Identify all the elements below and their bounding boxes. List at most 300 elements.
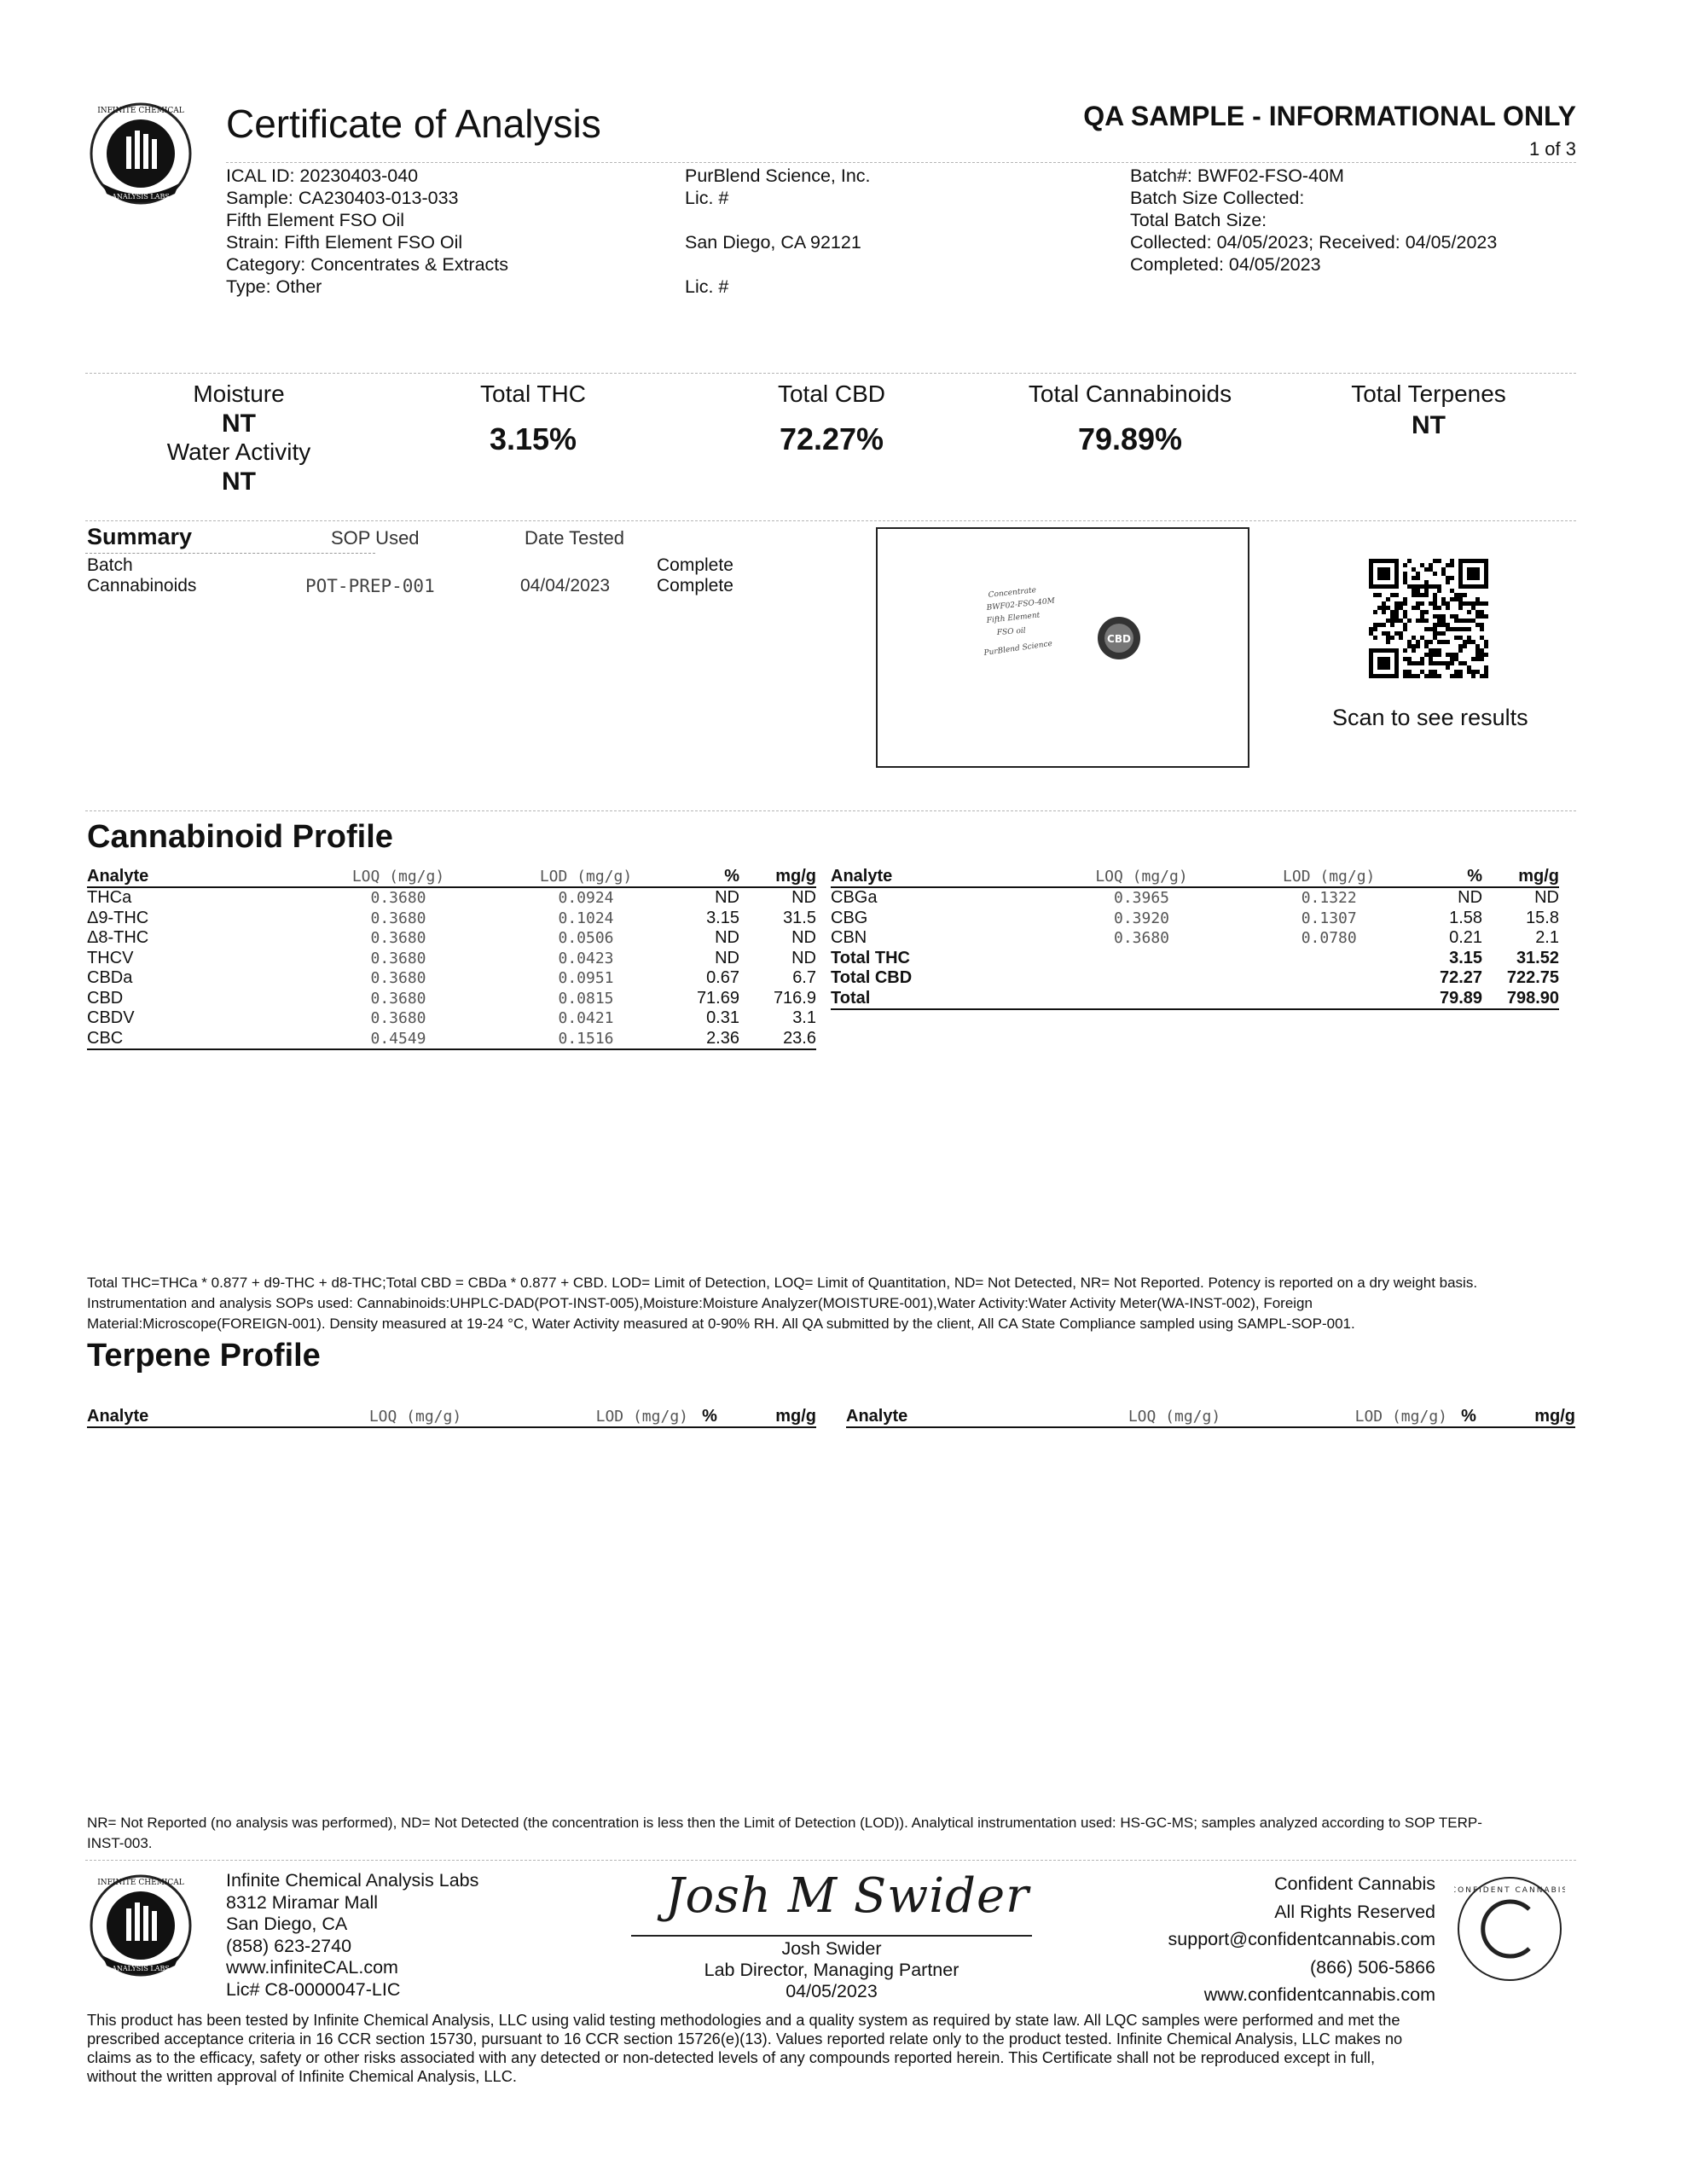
col-lod-right: LOD (mg/g)	[1235, 866, 1423, 887]
qr-module	[1437, 606, 1441, 610]
qr-module	[1484, 674, 1488, 678]
terp-col-percent-right: %	[1447, 1406, 1490, 1427]
qr-module	[1437, 661, 1441, 665]
qr-module	[1450, 661, 1454, 665]
qr-module	[1446, 576, 1450, 580]
cannabinoid-table-right	[831, 866, 1559, 1010]
cannabinoid-total-row	[831, 989, 1559, 1010]
batch-info	[1130, 165, 1497, 276]
qr-module	[1454, 653, 1458, 657]
qr-module	[1433, 601, 1437, 606]
total-name: Total	[831, 989, 1048, 1010]
lab-city: San Diego, CA	[226, 1914, 348, 1934]
qr-module	[1441, 601, 1446, 606]
qr-module	[1484, 665, 1488, 670]
qr-module	[1403, 610, 1407, 614]
col-percent-right: %	[1423, 866, 1482, 887]
qr-module	[1458, 597, 1463, 601]
qr-module	[1467, 610, 1471, 614]
qr-module	[1446, 601, 1450, 606]
disclaimer-line-3: claims as to the efficacy, safety or other risks associated with any detected or non-detected levels of any compounds reported herein. This Certificate shall not be reproduced except in full,	[87, 2048, 1376, 2066]
qr-module	[1420, 593, 1424, 597]
qr-module	[1433, 623, 1437, 627]
qr-module	[1441, 567, 1446, 572]
terp-col-percent: %	[688, 1406, 731, 1427]
svg-text:FSO oil: FSO oil	[996, 626, 1026, 637]
lab-contact	[226, 1870, 478, 2001]
cannabinoid-table-left	[87, 866, 816, 1050]
qr-module	[1394, 631, 1399, 636]
qr-module	[1433, 584, 1437, 589]
total-spacer	[1048, 949, 1236, 969]
total-cannabinoids-value: 79.89%	[1077, 421, 1183, 456]
cannabinoid-left-percent: 2.36	[680, 1029, 739, 1050]
total-terpenes-value: NT	[1412, 411, 1446, 439]
qr-module	[1475, 597, 1480, 601]
qr-module	[1394, 610, 1399, 614]
qr-module	[1467, 636, 1471, 640]
qr-module	[1480, 614, 1484, 619]
qr-module	[1429, 674, 1433, 678]
cannabinoid-left-mgg: 31.5	[783, 908, 816, 927]
qr-module	[1454, 657, 1458, 661]
total-thc-value: 3.15%	[489, 421, 577, 456]
disclaimer-line-2: prescribed acceptance criteria in 16 CCR section 15730, pursuant to 16 CCR section 15726(e)(13). Values reported relate only to the product tested. Infinite Chemical Analysis, LLC makes no	[87, 2030, 1403, 2048]
qr-module	[1373, 610, 1377, 614]
qr-module	[1480, 653, 1484, 657]
qr-module	[1480, 601, 1484, 606]
qr-module	[1454, 670, 1458, 674]
qr-module	[1454, 674, 1458, 678]
qr-module	[1382, 601, 1386, 606]
cannabinoid-left-mgg: ND	[791, 888, 816, 907]
qr-module	[1407, 640, 1412, 644]
qr-module	[1390, 614, 1394, 619]
cannabinoid-left-analyte: CBD	[87, 988, 124, 1008]
cannabinoid-left-row	[87, 968, 816, 989]
qr-module	[1390, 610, 1394, 614]
qr-module	[1463, 601, 1467, 606]
qr-module	[1403, 597, 1407, 601]
cannabinoid-left-row	[87, 989, 816, 1009]
qr-module	[1407, 674, 1412, 678]
lab-logo-text-top: INFINITE CHEMICAL	[97, 107, 184, 115]
cannabinoid-right-mgg: ND	[1534, 888, 1559, 907]
cannabinoid-left-loq: 0.3680	[370, 1009, 426, 1027]
cannabinoid-left-percent: 3.15	[706, 908, 739, 927]
cannabinoid-left-loq: 0.3680	[370, 889, 426, 907]
qr-module	[1446, 627, 1450, 631]
qr-module	[1484, 644, 1488, 648]
qr-module	[1433, 674, 1437, 678]
cannabinoid-left-lod: 0.1024	[558, 909, 614, 927]
qr-module	[1412, 584, 1416, 589]
qr-module	[1403, 674, 1407, 678]
qr-module	[1475, 648, 1480, 653]
qr-module	[1484, 670, 1488, 674]
qr-module	[1467, 601, 1471, 606]
client-lic: Lic. #	[685, 188, 729, 208]
lab-name: Infinite Chemical Analysis Labs	[226, 1870, 479, 1891]
qr-module	[1437, 640, 1441, 644]
qr-module	[1450, 627, 1454, 631]
qr-module	[1450, 674, 1454, 678]
svg-text:BWF02-FSO-40M: BWF02-FSO-40M	[986, 596, 1056, 613]
qr-module	[1429, 670, 1433, 674]
qr-module	[1407, 657, 1412, 661]
cannabinoid-left-loq: 0.3680	[370, 929, 426, 947]
qr-module	[1412, 567, 1416, 572]
batch-size-collected: Batch Size Collected:	[1130, 188, 1305, 208]
cannabinoid-left-mgg: ND	[791, 948, 816, 967]
type: Type: Other	[226, 276, 322, 297]
qr-module	[1433, 597, 1437, 601]
qr-module	[1458, 644, 1463, 648]
signer-block	[631, 1938, 1032, 2002]
qr-module	[1433, 572, 1437, 576]
qr-module	[1377, 623, 1382, 627]
qr-module	[1467, 640, 1471, 644]
qr-module	[1433, 670, 1437, 674]
cannabinoid-note-2: Instrumentation and analysis SOPs used: Cannabinoids:UHPLC-DAD(POT-INST-005),Moisture:Moisture Analyzer(MOISTURE-001),Water Activity:Water Activity Meter(WA-INST-002), Foreign	[87, 1295, 1313, 1311]
total-percent: 72.27	[1439, 968, 1483, 987]
qr-module	[1475, 610, 1480, 614]
cc-email[interactable]: support@confidentcannabis.com	[1168, 1929, 1435, 1949]
cannabinoid-left-lod: 0.0421	[558, 1009, 614, 1027]
cannabinoid-left-mgg: 23.6	[739, 1029, 816, 1050]
qr-module	[1484, 614, 1488, 619]
total-spacer	[1048, 989, 1236, 1010]
total-cbd-label: Total CBD	[777, 380, 886, 407]
terp-col-analyte: Analyte	[87, 1406, 339, 1427]
total-thc-label: Total THC	[480, 380, 586, 407]
qr-module	[1403, 623, 1407, 627]
qr-module	[1463, 627, 1467, 631]
cannabinoid-right-row	[831, 887, 1559, 909]
cannabinoid-note-1: Total THC=THCa * 0.877 + d9-THC + d8-THC;Total CBD = CBDa * 0.877 + CBD. LOD= Limit of Detection, LOQ= Limit of Quantitation, ND= Not Detected, NR= Not Reported. Potency is reported on a dry weight basis.	[87, 1275, 1478, 1291]
terpene-note-1: NR= Not Reported (no analysis was performed), ND= Not Detected (the concentration is less then the Limit of Detection (LOD)). Analytical instrumentation used: HS-GC-MS; samples analyzed according to SOP TERP-	[87, 1815, 1482, 1831]
qr-module	[1407, 661, 1412, 665]
qr-module	[1424, 653, 1429, 657]
lab-website[interactable]: www.infiniteCAL.com	[226, 1957, 398, 1978]
qr-module	[1399, 636, 1403, 640]
qr-module	[1420, 584, 1424, 589]
qr-module	[1420, 614, 1424, 619]
qr-module	[1394, 606, 1399, 610]
qr-module	[1463, 619, 1467, 623]
qr-module	[1407, 584, 1412, 589]
cannabinoid-left-row	[87, 949, 816, 969]
qr-module	[1471, 674, 1475, 678]
cannabinoid-left-percent: 71.69	[696, 988, 739, 1008]
qr-module	[1480, 610, 1484, 614]
qr-module	[1386, 631, 1390, 636]
qr-module	[1416, 619, 1420, 623]
total-spacer	[1235, 949, 1423, 969]
col-percent: %	[680, 866, 739, 887]
lab-street: 8312 Miramar Mall	[226, 1891, 379, 1913]
qr-module	[1429, 661, 1433, 665]
qr-module	[1433, 559, 1437, 563]
qr-module	[1446, 623, 1450, 627]
svg-text:Concentrate: Concentrate	[988, 586, 1037, 600]
qr-module	[1399, 606, 1403, 610]
total-cbd-value: 72.27%	[779, 421, 884, 456]
qr-module	[1458, 606, 1463, 610]
terpene-table-right	[846, 1406, 1575, 1428]
signer-title: Lab Director, Managing Partner	[704, 1960, 959, 1980]
qr-module	[1412, 648, 1416, 653]
qr-module	[1416, 644, 1420, 648]
cannabinoid-right-lod: 0.1307	[1301, 909, 1357, 927]
cannabinoid-left-loq: 0.3680	[370, 989, 426, 1008]
qr-module	[1480, 674, 1484, 678]
qr-module	[1403, 563, 1407, 567]
photo-jar-label: CBD	[1107, 633, 1131, 645]
date-header: Date Tested	[525, 527, 625, 549]
qr-module	[1412, 589, 1416, 593]
terp-col-mgg: mg/g	[731, 1406, 816, 1427]
qr-module	[1390, 619, 1394, 623]
qr-module	[1420, 563, 1424, 567]
terp-col-lod: LOD (mg/g)	[492, 1406, 688, 1427]
disclaimer	[87, 2011, 1402, 2086]
qr-module	[1373, 636, 1377, 640]
total-thc-block	[431, 380, 635, 457]
cannabinoid-right-row	[831, 909, 1559, 929]
qr-module	[1416, 572, 1420, 576]
qr-module	[1416, 576, 1420, 580]
qr-module	[1437, 631, 1441, 636]
lab-phone: (858) 623-2740	[226, 1935, 352, 1956]
cannabinoid-left-mgg: ND	[791, 928, 816, 947]
cannabinoid-left-lod: 0.0815	[558, 989, 614, 1008]
qr-module	[1407, 670, 1412, 674]
qr-module	[1441, 623, 1446, 627]
lab-license: Lic# C8-0000047-LIC	[226, 1978, 401, 2000]
cannabinoid-right-analyte: CBG	[831, 908, 868, 927]
qr-module	[1467, 665, 1471, 670]
qr-module	[1424, 593, 1429, 597]
qr-module	[1463, 640, 1467, 644]
sop-header: SOP Used	[331, 527, 420, 549]
qr-module	[1386, 619, 1390, 623]
cannabinoid-left-lod: 0.0423	[558, 949, 614, 967]
cannabinoid-left-row	[87, 928, 816, 949]
sign-date: 04/05/2023	[786, 1981, 878, 2001]
qr-module	[1441, 661, 1446, 665]
ical-id: ICAL ID: 20230403-040	[226, 166, 419, 186]
qr-module	[1399, 631, 1403, 636]
qr-module	[1390, 636, 1394, 640]
qr-module	[1458, 593, 1463, 597]
qr-module	[1471, 606, 1475, 610]
cannabinoid-right-percent: ND	[1458, 888, 1483, 907]
qr-module	[1458, 619, 1463, 623]
terp-col-mgg-right: mg/g	[1490, 1406, 1575, 1427]
qr-module	[1390, 623, 1394, 627]
total-name: Total THC	[831, 948, 910, 967]
qr-module	[1441, 631, 1446, 636]
terpene-notes	[87, 1813, 1605, 1854]
qr-module	[1480, 657, 1484, 661]
qr-module	[1399, 601, 1403, 606]
qr-module	[1480, 636, 1484, 640]
qr-module	[1377, 593, 1382, 597]
cannabinoid-total-row	[831, 968, 1559, 989]
total-cannabinoids-block	[1002, 380, 1258, 457]
client-info	[685, 165, 871, 298]
product-name: Fifth Element FSO Oil	[226, 210, 405, 230]
qr-module	[1386, 640, 1390, 644]
qr-module	[1467, 670, 1471, 674]
qr-module	[1437, 623, 1441, 627]
moisture-label: Moisture	[193, 380, 285, 407]
cannabinoid-left-mgg: 716.9	[773, 988, 816, 1008]
qr-module	[1420, 670, 1424, 674]
total-mgg: 722.75	[1506, 968, 1559, 987]
col-loq: LOQ (mg/g)	[304, 866, 492, 887]
qr-module	[1458, 674, 1463, 678]
qr-module	[1412, 593, 1416, 597]
total-spacer	[1048, 968, 1236, 989]
water-activity-label: Water Activity	[166, 439, 311, 465]
cannabinoid-right-mgg: 15.8	[1526, 908, 1559, 927]
qr-module	[1433, 627, 1437, 631]
summary-row-batch	[87, 555, 133, 576]
qr-module	[1403, 648, 1407, 653]
qr-module	[1441, 640, 1446, 644]
cannabinoid-left-row	[87, 887, 816, 909]
qr-module	[1394, 601, 1399, 606]
qr-module	[1420, 601, 1424, 606]
qr-module	[1454, 614, 1458, 619]
footer-logo-text-top: INFINITE CHEMICAL	[97, 1879, 184, 1887]
col-analyte: Analyte	[87, 866, 304, 887]
qr-module	[1437, 614, 1441, 619]
qr-module	[1382, 606, 1386, 610]
cannabinoid-right-percent: 0.21	[1449, 928, 1483, 947]
qr-module	[1420, 610, 1424, 614]
qr-module	[1437, 584, 1441, 589]
summary-row-cannabinoids-sop: POT-PREP-001	[305, 576, 435, 596]
cannabinoid-left-loq: 0.3680	[370, 909, 426, 927]
cannabinoid-left-loq: 0.3680	[370, 949, 426, 967]
qr-module	[1446, 653, 1450, 657]
moisture-block	[128, 380, 350, 497]
qr-module	[1454, 636, 1458, 640]
qr-module	[1433, 661, 1437, 665]
cannabinoid-left-analyte: THCV	[87, 948, 134, 967]
qr-module	[1463, 661, 1467, 665]
qr-module	[1386, 636, 1390, 640]
cannabinoid-right-lod: 0.0780	[1301, 929, 1357, 947]
cannabinoid-left-lod: 0.0951	[558, 969, 614, 987]
qr-module	[1484, 640, 1488, 644]
qr-module	[1446, 606, 1450, 610]
qr-module	[1412, 576, 1416, 580]
qr-module	[1424, 584, 1429, 589]
qr-module	[1390, 593, 1394, 597]
qr-module	[1463, 644, 1467, 648]
summary-row-batch-name: Batch	[87, 555, 133, 575]
qr-module	[1373, 623, 1377, 627]
qr-module	[1450, 576, 1454, 580]
qr-module	[1480, 648, 1484, 653]
cc-website[interactable]: www.confidentcannabis.com	[1203, 1984, 1435, 2005]
cannabinoid-left-percent: ND	[715, 888, 739, 907]
sample-id: Sample: CA230403-013-033	[226, 188, 459, 208]
qr-module	[1424, 580, 1429, 584]
summary-row-cannabinoids-name: Cannabinoids	[87, 576, 197, 595]
col-analyte-right: Analyte	[831, 866, 1048, 887]
summary-row-cannabinoids	[87, 576, 196, 596]
completed-date: Completed: 04/05/2023	[1130, 254, 1321, 275]
qr-module	[1377, 657, 1390, 670]
cannabinoid-left-analyte: CBDa	[87, 968, 133, 987]
qr-module	[1475, 623, 1480, 627]
cannabinoid-profile-title: Cannabinoid Profile	[87, 819, 393, 855]
qr-module	[1467, 567, 1480, 580]
cannabinoid-right-loq: 0.3965	[1113, 889, 1170, 907]
qr-module	[1382, 610, 1386, 614]
moisture-value: NT	[222, 410, 256, 438]
cannabinoid-right-lod: 0.1322	[1301, 889, 1357, 907]
cannabinoid-left-row	[87, 909, 816, 929]
qr-module	[1475, 644, 1480, 648]
qr-module	[1480, 627, 1484, 631]
qr-module	[1424, 644, 1429, 648]
category: Category: Concentrates & Extracts	[226, 254, 509, 275]
qr-module	[1433, 631, 1437, 636]
lab-logo	[85, 98, 196, 209]
cannabinoid-left-analyte: THCa	[87, 888, 132, 907]
collected-received: Collected: 04/05/2023; Received: 04/05/2023	[1130, 232, 1498, 253]
cannabinoid-left-analyte: Δ9-THC	[87, 908, 149, 927]
qr-module	[1450, 657, 1454, 661]
qr-module	[1424, 640, 1429, 644]
total-percent: 3.15	[1449, 948, 1483, 967]
signer-name: Josh Swider	[781, 1938, 882, 1959]
qr-code[interactable]	[1369, 559, 1488, 678]
qr-module	[1386, 597, 1390, 601]
qr-module	[1369, 627, 1373, 631]
sample-photo	[876, 527, 1249, 768]
qr-module	[1463, 593, 1467, 597]
terpene-table-left	[87, 1406, 816, 1428]
total-terpenes-label: Total Terpenes	[1351, 380, 1506, 407]
cannabinoid-right-loq: 0.3920	[1113, 909, 1170, 927]
qr-module	[1471, 670, 1475, 674]
qr-module	[1407, 559, 1412, 563]
cannabinoid-right-loq: 0.3680	[1113, 929, 1170, 947]
disclaimer-line-1: This product has been tested by Infinite Chemical Analysis, LLC using valid testing methodologies and a quality system as required by state law. All LQC samples were performed and met the	[87, 2011, 1400, 2029]
qr-module	[1403, 601, 1407, 606]
total-spacer	[1235, 968, 1423, 989]
qr-module	[1433, 653, 1437, 657]
qr-module	[1475, 670, 1480, 674]
col-mgg: mg/g	[739, 866, 816, 887]
qr-module	[1429, 584, 1433, 589]
cannabinoid-left-loq: 0.4549	[304, 1029, 492, 1050]
qr-module	[1377, 567, 1390, 580]
qr-module	[1450, 653, 1454, 657]
qr-module	[1373, 593, 1377, 597]
footer-logo-text-bottom: ANALYSIS LABS	[112, 1965, 170, 1972]
total-mgg: 31.52	[1516, 948, 1559, 967]
qr-module	[1386, 606, 1390, 610]
qr-module	[1407, 644, 1412, 648]
